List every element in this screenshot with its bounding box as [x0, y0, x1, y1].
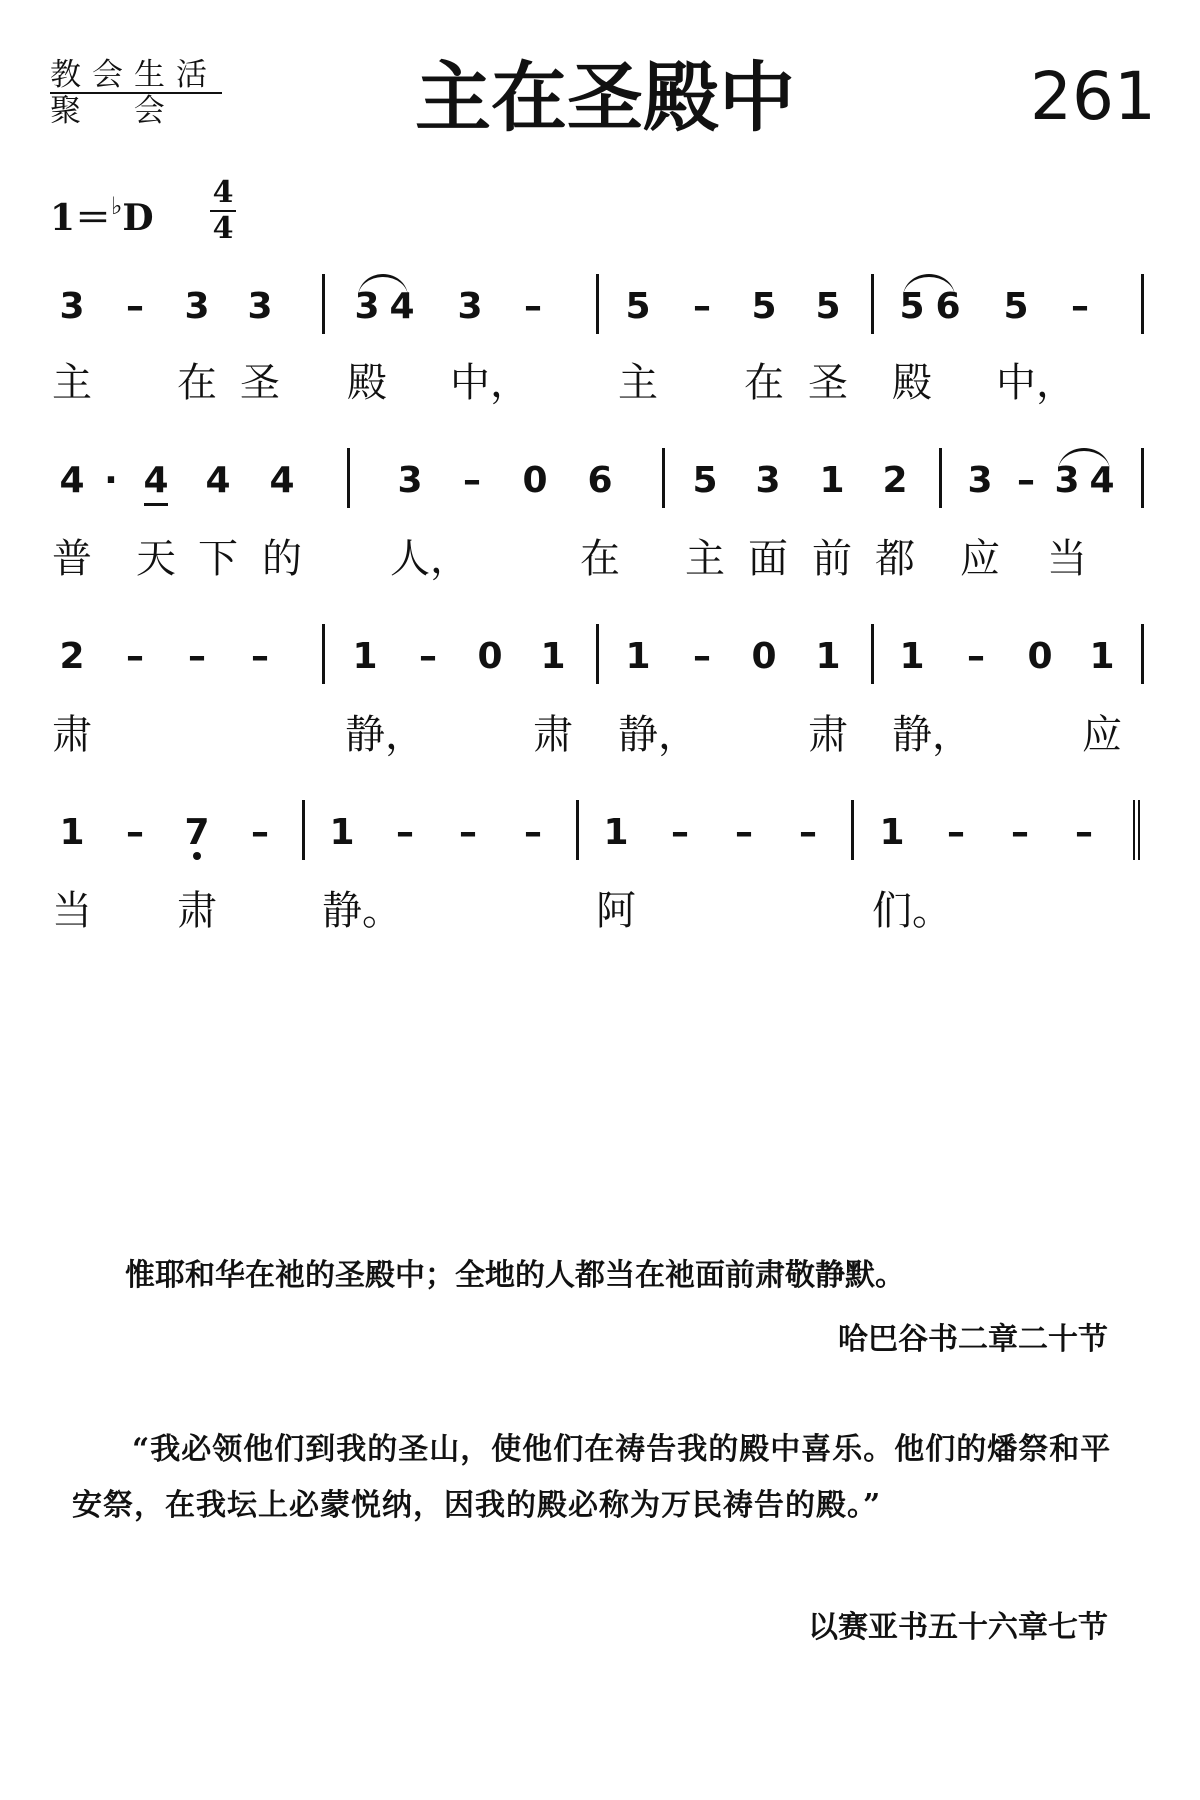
barline [576, 800, 579, 860]
note: – [1017, 460, 1035, 501]
lyric: 应 [1082, 712, 1122, 758]
time-signature-top: 4 [212, 175, 234, 210]
lyric: 应 [960, 536, 1000, 582]
lyric: 静， [345, 712, 425, 758]
barline [322, 274, 325, 334]
note-digit: 7 [184, 812, 210, 853]
flat-sign: ♭ [111, 191, 123, 220]
note: – [1071, 286, 1089, 327]
notation-row-2 [0, 446, 1200, 516]
note: 6 [587, 460, 613, 501]
note: 3 [59, 286, 85, 327]
note: – [396, 812, 414, 853]
note: 1 [879, 812, 905, 853]
lyric: 圣 [240, 360, 280, 406]
lyric: 当 [1047, 536, 1087, 582]
lyric: 在 [744, 360, 784, 406]
note: – [524, 812, 542, 853]
note: – [419, 636, 437, 677]
lyric: 殿 [892, 360, 932, 406]
note: 1 [625, 636, 651, 677]
note: 1 [603, 812, 629, 853]
lyric: 前 [812, 536, 852, 582]
note: – [126, 636, 144, 677]
note: 5 [692, 460, 718, 501]
lyrics-row-4 [0, 886, 1200, 956]
lyric: 静， [892, 712, 972, 758]
note: 4 [205, 460, 231, 501]
notation-row-4 [0, 798, 1200, 868]
category-line-1: 教会生活 [50, 57, 218, 93]
note: 3 [457, 286, 483, 327]
note: – [693, 286, 711, 327]
underline-eighth [144, 503, 168, 506]
note: – [126, 286, 144, 327]
note: 1 [815, 636, 841, 677]
note: – [967, 636, 985, 677]
note: 3 [354, 286, 380, 327]
barline [871, 274, 874, 334]
augmentation-dot: · [104, 460, 118, 501]
note: 0 [751, 636, 777, 677]
note: 4 [269, 460, 295, 501]
lyric: 天 [136, 536, 176, 582]
lyrics-row-2 [0, 534, 1200, 604]
scripture-verse-2: “我必领他们到我的圣山，使他们在祷告我的殿中喜乐。他们的燔祭和平安祭，在我坛上必蒙悦纳，因我的殿必称为万民祷告的殿。” [72, 1432, 1112, 1523]
note: 5 [625, 286, 651, 327]
barline [1141, 624, 1144, 684]
hymn-number: 261 [1030, 58, 1156, 135]
scripture-verse-1: 惟耶和华在祂的圣殿中；全地的人都当在祂面前肃敬静默。 [125, 1258, 905, 1293]
barline [871, 624, 874, 684]
barline [662, 448, 665, 508]
note: 3 [247, 286, 273, 327]
note: 1 [1089, 636, 1115, 677]
note: – [188, 636, 206, 677]
note: 1 [352, 636, 378, 677]
lyric: 静。 [322, 888, 402, 934]
note: 0 [1027, 636, 1053, 677]
time-signature-bottom: 4 [212, 211, 234, 246]
lyric: 肃 [177, 888, 217, 934]
note: 5 [1003, 286, 1029, 327]
notation-row-1 [0, 272, 1200, 342]
note: 3 [755, 460, 781, 501]
lyric: 中， [450, 360, 530, 406]
note: 5 [751, 286, 777, 327]
lyric: 面 [748, 536, 788, 582]
note: 0 [477, 636, 503, 677]
barline [939, 448, 942, 508]
lyric: 肃 [808, 712, 848, 758]
lyrics-row-3 [0, 710, 1200, 780]
lyric: 都 [875, 536, 915, 582]
note: 2 [882, 460, 908, 501]
note: 1 [59, 812, 85, 853]
note: 1 [819, 460, 845, 501]
note: 1 [329, 812, 355, 853]
lyric: 肃 [533, 712, 573, 758]
note: 3 [184, 286, 210, 327]
lyric: 们。 [872, 888, 952, 934]
lyric: 中， [996, 360, 1076, 406]
lyric: 静， [618, 712, 698, 758]
note: 5 [899, 286, 925, 327]
barline [1141, 448, 1144, 508]
key-prefix: 1＝ [50, 197, 112, 239]
lyric: 人， [390, 536, 470, 582]
note: 2 [59, 636, 85, 677]
note: 0 [522, 460, 548, 501]
note: – [1011, 812, 1029, 853]
note: 6 [935, 286, 961, 327]
note: 1 [540, 636, 566, 677]
note: 3 [967, 460, 993, 501]
lyric: 普 [52, 536, 92, 582]
barline [322, 624, 325, 684]
lyric: 殿 [347, 360, 387, 406]
note [182, 812, 212, 860]
hymn-title: 主在圣殿中 [415, 53, 795, 142]
barline [596, 624, 599, 684]
barline [302, 800, 305, 860]
note: 1 [899, 636, 925, 677]
note: – [1075, 812, 1093, 853]
scripture-reference-2: 以赛亚书五十六章七节 [808, 1610, 1108, 1645]
note: – [693, 636, 711, 677]
note: 4 [59, 460, 85, 501]
time-signature [210, 175, 236, 246]
note: 3 [1054, 460, 1080, 501]
note: – [126, 812, 144, 853]
lower-octave-dot [193, 852, 201, 860]
key-note: D [122, 197, 154, 239]
note: – [459, 812, 477, 853]
lyric: 的 [262, 536, 302, 582]
lyric: 下 [198, 536, 238, 582]
lyrics-row-1 [0, 358, 1200, 428]
note-digit: 4 [143, 460, 169, 501]
key-signature [50, 190, 154, 241]
lyric: 当 [52, 888, 92, 934]
lyric: 圣 [808, 360, 848, 406]
barline [347, 448, 350, 508]
lyric: 主 [618, 360, 658, 406]
note: – [799, 812, 817, 853]
lyric: 阿 [596, 888, 636, 934]
note: – [524, 286, 542, 327]
lyric: 主 [685, 536, 725, 582]
final-barline [1133, 800, 1140, 860]
note: 5 [815, 286, 841, 327]
note: – [251, 636, 269, 677]
note: 4 [389, 286, 415, 327]
lyric: 在 [580, 536, 620, 582]
lyric: 肃 [52, 712, 92, 758]
note: 4 [1089, 460, 1115, 501]
note [141, 460, 171, 506]
barline [1141, 274, 1144, 334]
barline [851, 800, 854, 860]
notation-row-3 [0, 622, 1200, 692]
note: 3 [397, 460, 423, 501]
barline [596, 274, 599, 334]
note: – [735, 812, 753, 853]
note: – [947, 812, 965, 853]
lyric: 主 [52, 360, 92, 406]
scripture-reference-1: 哈巴谷书二章二十节 [838, 1322, 1108, 1357]
category-line-2: 聚 会 [50, 93, 176, 129]
lyric: 在 [177, 360, 217, 406]
note: – [463, 460, 481, 501]
note: – [671, 812, 689, 853]
note: – [251, 812, 269, 853]
